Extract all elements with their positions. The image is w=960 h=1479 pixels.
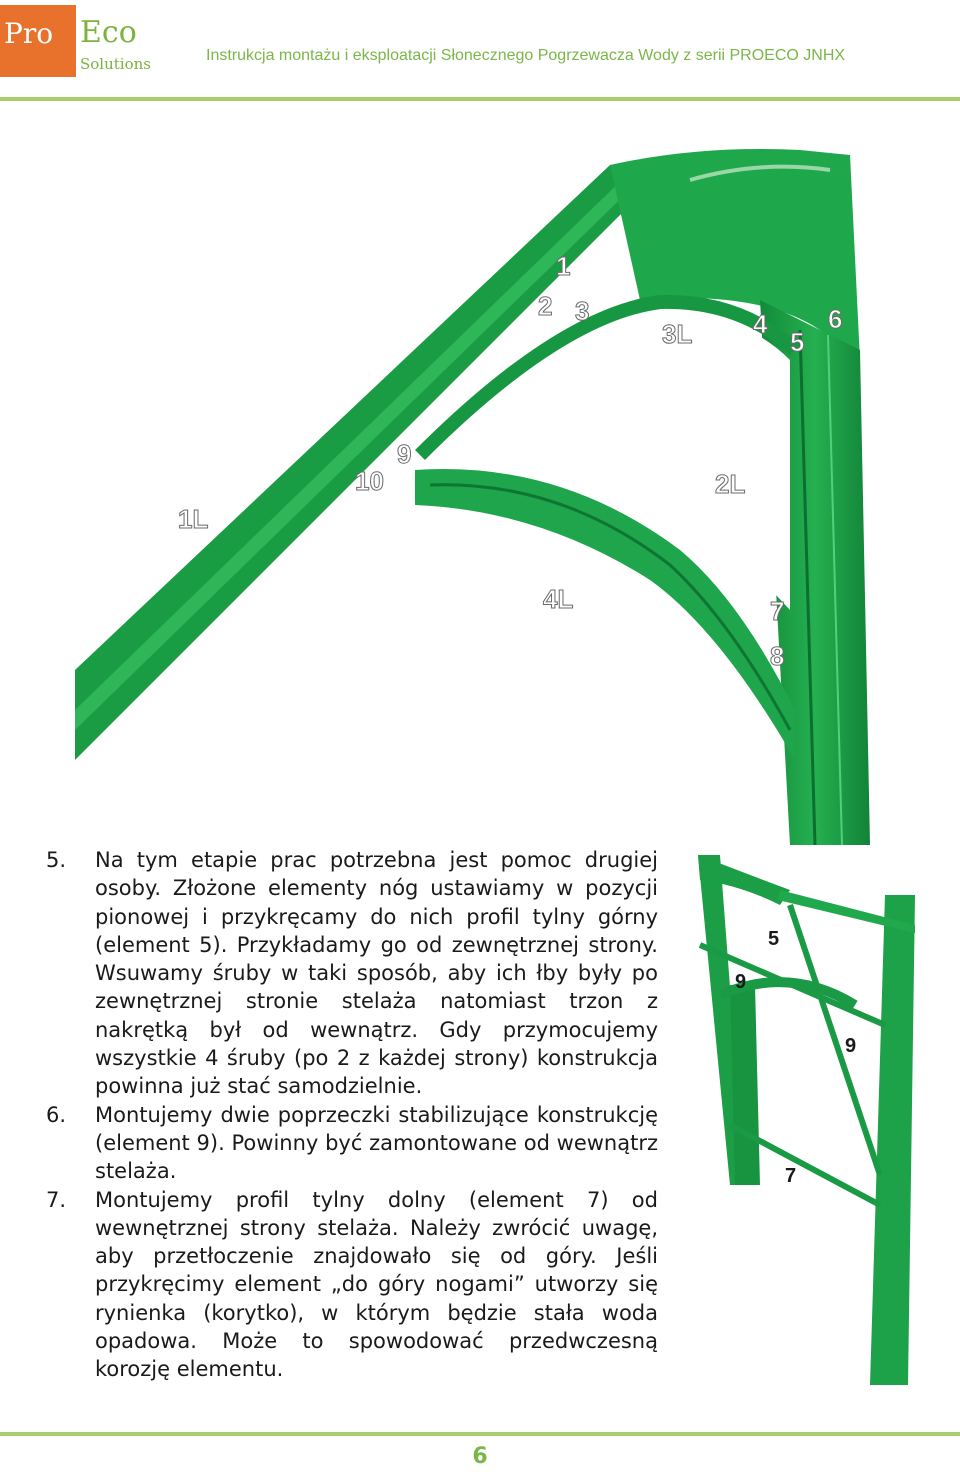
- label-9: 9: [397, 439, 412, 469]
- label-3: 3: [575, 296, 590, 326]
- step-number: 6.: [46, 1102, 67, 1127]
- label-5: 5: [790, 327, 805, 357]
- label-7: 7: [770, 596, 785, 626]
- assembled-frame-photo: [680, 845, 955, 1405]
- label-1L: 1L: [178, 504, 209, 534]
- side-label-7: 7: [785, 1165, 797, 1187]
- label-10: 10: [355, 466, 384, 496]
- step-number: 7.: [46, 1187, 67, 1212]
- label-1: 1: [556, 251, 571, 281]
- step-text: Montujemy profil tylny dolny (element 7) od wewnętrznej strony stelaża. Należy zwrócić uwagę, aby przetłoczenie znajdowało się od góry. Jeśli przykręcimy element „do góry nogami” utworzy się rynienka (korytko), w którym będzie stała woda opadowa. Może to spowodować przedwczesną korozję elementu.: [95, 1187, 658, 1382]
- page-number: 6: [472, 1444, 488, 1469]
- label-3L: 3L: [662, 319, 693, 349]
- step-7: [46, 1186, 658, 1384]
- logo-eco-text: Eco: [80, 15, 137, 50]
- label-6: 6: [828, 304, 843, 334]
- label-2L: 2L: [715, 469, 746, 499]
- logo-solutions-text: Solutions: [80, 55, 151, 73]
- step-number: 5.: [46, 848, 67, 872]
- step-text: Na tym etapie prac potrzebna jest pomoc drugiej osoby. Złożone elementy nóg ustawiamy w pozycji pionowej i przykręcamy do nich profil tylny górny (element 5). Przykładamy go od zewnętrznej strony. Wsuwamy śruby w taki sposób, aby ich łby były po zewnętrznej stronie stelaża natomiast trzon z nakrętką był od wewnątrz. Gdy przymocujemy wszystkie 4 śruby (po 2 z każdej strony) konstrukcja powinna już stać samodzielnie.: [95, 848, 658, 1099]
- label-4L: 4L: [543, 584, 574, 614]
- brace-9-b: [790, 905, 880, 1175]
- proeco-logo: [0, 5, 160, 79]
- document-title: Instrukcja montażu i eksploatacji Słonecznego Pogrzewacza Wody z serii PROECO JNHX: [206, 47, 846, 64]
- step-text: Montujemy dwie poprzeczki stabilizujące konstrukcję (element 9). Powinny być zamontowane od wewnątrz stelaża.: [95, 1102, 658, 1184]
- side-label-9-left: 9: [735, 971, 747, 993]
- frame-opening: [425, 315, 790, 610]
- inner-leg: [730, 985, 760, 1185]
- label-2: 2: [538, 291, 553, 321]
- step-6: [46, 1101, 658, 1186]
- side-label-9-right: 9: [845, 1035, 857, 1057]
- label-8: 8: [770, 641, 785, 671]
- label-4: 4: [753, 309, 768, 339]
- footer-divider: [0, 1432, 960, 1436]
- assembly-instructions: [46, 846, 658, 1384]
- logo-pro-text: Pro: [4, 17, 54, 50]
- frame-assembly-photo: [0, 110, 960, 850]
- side-label-5: 5: [768, 928, 780, 950]
- step-5: [46, 846, 658, 1101]
- header-divider: [0, 97, 960, 101]
- back-leg: [870, 895, 915, 1385]
